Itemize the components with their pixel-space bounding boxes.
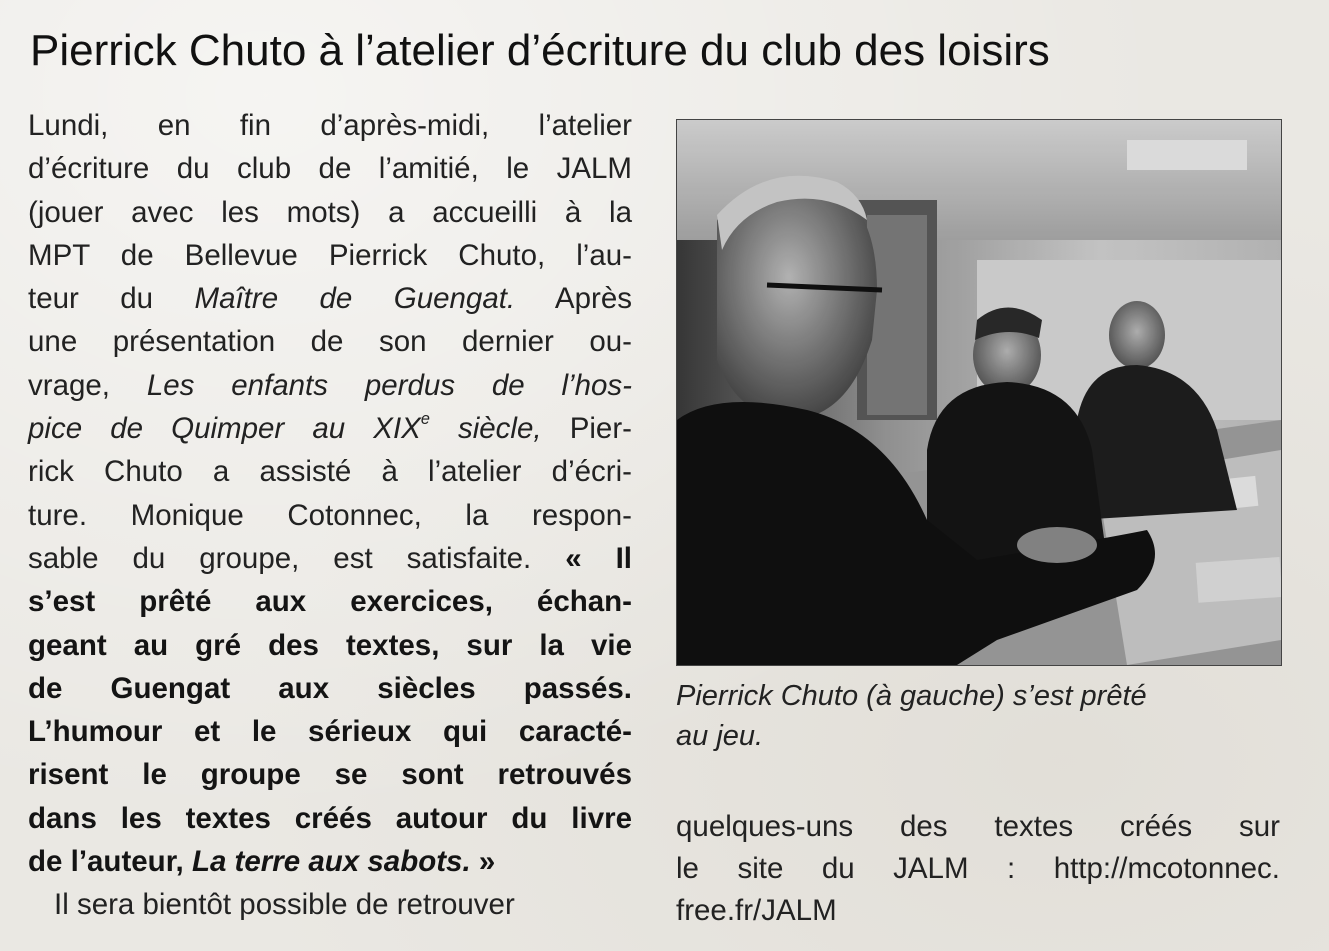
quote-start: « Il (565, 541, 632, 575)
people-at-table-icon (677, 120, 1281, 665)
quote-line: risent le groupe se sont retrouvés (28, 758, 632, 792)
body-line: sable du groupe, est satisfaite. « Il (28, 541, 632, 575)
quote-line: geant au gré des textes, sur la vie (28, 628, 632, 662)
article-photo (676, 119, 1282, 666)
quote-line: L’humour et le sérieux qui caracté- (28, 715, 632, 749)
quote-line: de l’auteur, La terre aux sabots. » (28, 845, 496, 879)
caption-line: au jeu. (676, 720, 764, 752)
body-line: le site du JALM : http://mcotonnec. (676, 852, 1280, 885)
body-line: (jouer avec les mots) a accueilli à la (28, 195, 632, 229)
body-line: d’écriture du club de l’amitié, le JALM (28, 152, 632, 186)
book-title: Maître de Guengat. (194, 282, 516, 316)
quote-line: de Guengat aux siècles passés. (28, 671, 632, 705)
caption-line: Pierrick Chuto (à gauche) s’est prêté (676, 680, 1147, 712)
body-line: rick Chuto a assisté à l’atelier d’écri- (28, 455, 632, 489)
body-line: Lundi, en fin d’après-midi, l’atelier (28, 109, 632, 142)
article-continuation (676, 806, 1280, 932)
body-line: MPT de Bellevue Pierrick Chuto, l’au- (28, 238, 632, 272)
article-headline: Pierrick Chuto à l’atelier d’écriture du club des loisirs (30, 26, 1050, 75)
body-line: vrage, Les enfants perdus de l’hos- (28, 368, 633, 402)
body-line: quelques-uns des textes créés sur (676, 810, 1280, 843)
book-title: La terre aux sabots. (191, 845, 471, 879)
body-line: ture. Monique Cotonnec, la respon- (28, 498, 632, 532)
quote-line: s’est prêté aux exercices, échan- (28, 585, 632, 619)
body-line: une présentation de son dernier ou- (28, 325, 632, 359)
book-title: pice de Quimper au XIX (28, 412, 421, 446)
photo-caption (676, 676, 1276, 756)
book-title: Les enfants perdus de l’hos- (146, 368, 633, 402)
article-body-column (28, 104, 632, 927)
body-line: Il sera bientôt possible de retrouver (54, 888, 515, 922)
body-line: pice de Quimper au XIXe siècle, Pier- (28, 410, 632, 446)
body-line: teur du Maître de Guengat. Après (28, 282, 632, 316)
body-line: free.fr/JALM (676, 894, 837, 927)
quote-line: dans les textes créés autour du livre (28, 801, 632, 835)
